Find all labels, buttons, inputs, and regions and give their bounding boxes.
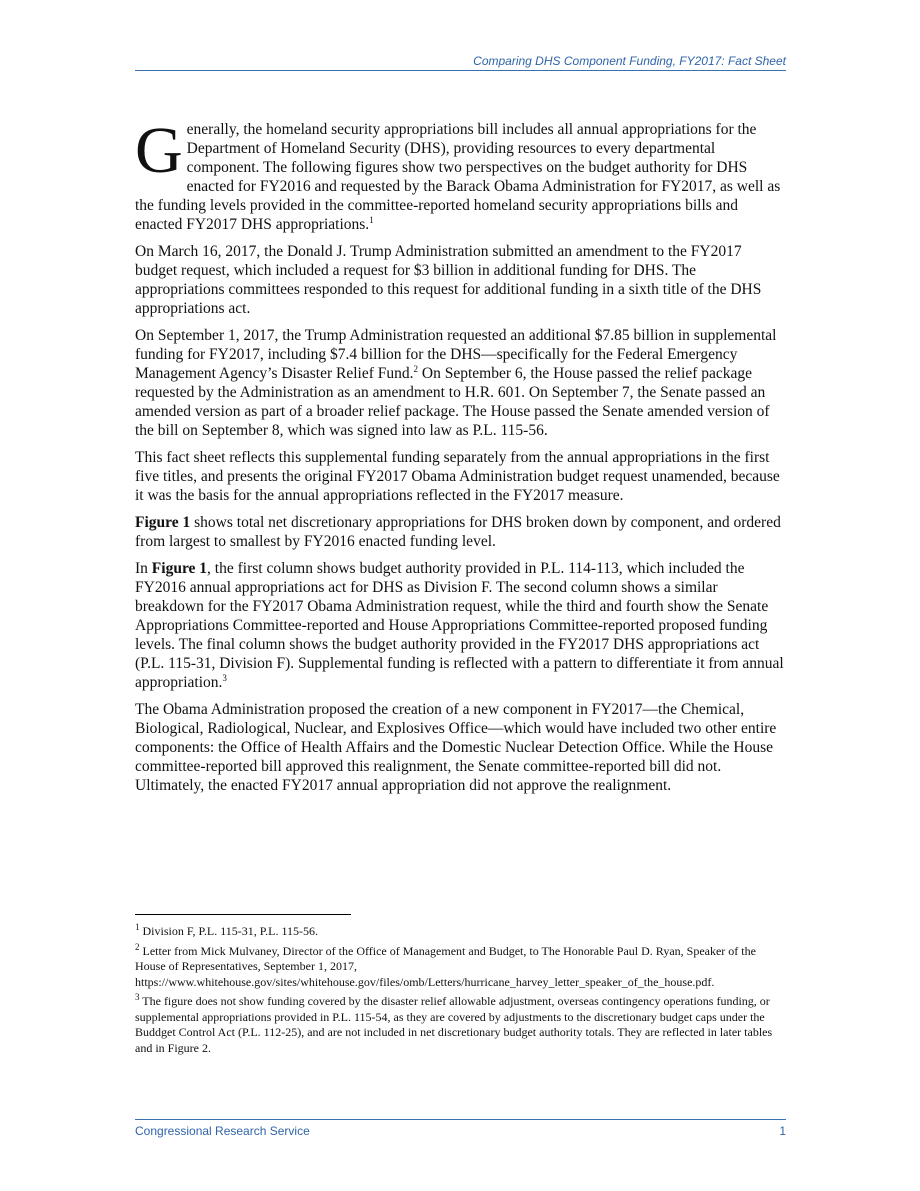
footnote-1	[135, 924, 786, 940]
footnote-text: The figure does not show funding covered by the disaster relief allowable adjustment, overseas contingency operations funding, or supplemental appropriations provided in P.L. 115-54, as they are covered by adjustments to the discretionary budget caps under the Buddget Control Act (P.L. 112-25), and are not included in net discretionary budget authority totals. They are reflected in later tables and in Figure 2.	[135, 994, 773, 1055]
footnotes	[135, 924, 786, 1060]
footnote-2	[135, 941, 786, 991]
figure1-reference[interactable]: Figure 1	[135, 514, 191, 531]
running-header	[135, 54, 786, 71]
paragraph-figure1-columns	[135, 559, 786, 692]
paragraph-cbrne-office: The Obama Administration proposed the creation of a new component in FY2017—the Chemical, Biological, Radiological, Nuclear, and Explosives Office—which would have included two other entire components: the Office of Health Affairs and the Domestic Nuclear Detection Office. While the House committee-reported bill approved this realignment, the Senate committee-reported bill did not. Ultimately, the enacted FY2017 annual appropriation did not approve the realignment.	[135, 701, 777, 794]
footnote-text: Division F, P.L. 115-31, P.L. 115-56.	[139, 924, 318, 938]
intro-text: enerally, the homeland security appropriations bill includes all annual appropriations for the Department of Homeland Security (DHS), providing resources to every departmental component. The following figures show two perspectives on the budget authority for DHS enacted for FY2016 and requested by the Barack Obama Administration for FY2017, as well as the funding levels provided in the committee-reported homeland security appropriations bills and enacted FY2017 DHS appropriations.	[135, 121, 781, 233]
figure1-columns-text: , the first column shows budget authority provided in P.L. 114-113, which included the FY2016 annual appropriations act for DHS as Division F. The second column shows a similar breakdown for the FY2017 Obama Administration request, while the third and fourth show the Senate Appropriations Committee-reported and House Appropriations Committee-reported proposed funding levels. The final column shows the budget authority provided in the FY2017 DHS appropriations act (P.L. 115-31, Division F). Supplemental funding is reflected with a pattern to differentiate it from annual appropriation.	[135, 560, 784, 691]
body-text	[135, 114, 786, 803]
figure1-summary-text: shows total net discretionary appropriations for DHS broken down by component, and ordered from largest to smallest by FY2016 enacted funding level.	[135, 514, 781, 550]
intro-paragraph	[135, 114, 786, 234]
publisher-name: Congressional Research Service	[135, 1124, 310, 1138]
footnote-3	[135, 994, 786, 1056]
paragraph-trump-amendment: On March 16, 2017, the Donald J. Trump Administration submitted an amendment to the FY2017 budget request, which included a request for $3 billion in additional funding for DHS. The appropriations committees responded to this request for additional funding in a sixth title of the DHS appropriations act.	[135, 243, 762, 317]
paragraph-fact-sheet-scope: This fact sheet reflects this supplemental funding separately from the annual appropriations in the first five titles, and presents the original FY2017 Obama Administration budget request unamended, because it was the basis for the annual appropriations reflected in the FY2017 measure.	[135, 449, 780, 504]
footnote-divider	[135, 914, 351, 915]
page-number: 1	[779, 1124, 786, 1138]
drop-cap: G	[135, 114, 183, 187]
running-title: Comparing DHS Component Funding, FY2017: Fact Sheet	[473, 54, 786, 68]
footnote-number: 3	[135, 992, 140, 1002]
footnote-text: Letter from Mick Mulvaney, Director of the Office of Management and Budget, to The Honorable Paul D. Ryan, Speaker of the House of Representatives, September 1, 2017, https://www.whitehouse.gov/sites/whitehouse.gov/files/omb/Letters/hurricane_harvey_letter_speaker_of_the_house.pdf.	[135, 943, 756, 989]
footnote-ref-3[interactable]: 3	[222, 672, 227, 683]
figure1-columns-pre: In	[135, 560, 152, 577]
page-footer	[135, 1119, 786, 1140]
footnote-ref-1[interactable]: 1	[369, 214, 374, 225]
supplemental-text-part2: On September 6, the House passed the relief package requested by the Administration as an amendment to H.R. 601. On September 7, the Senate passed an amended version as part of a broader relief package. The House passed the Senate amended version of the bill on September 8, which was signed into law as P.L. 115-56.	[135, 365, 770, 439]
footnote-ref-2[interactable]: 2	[413, 363, 419, 374]
paragraph-supplemental-request	[135, 326, 786, 440]
supplemental-text-part1: On September 1, 2017, the Trump Administration requested an additional $7.85 billion in supplemental funding for FY2017, including $7.4 billion for the DHS—specifically for the Federal Emergency Management Agency’s Disaster Relief Fund.	[135, 327, 777, 382]
paragraph-figure1-summary	[135, 513, 786, 551]
footnote-number: 2	[135, 941, 140, 952]
footnote-number: 1	[135, 922, 140, 932]
figure1-reference-2[interactable]: Figure 1	[151, 560, 208, 577]
